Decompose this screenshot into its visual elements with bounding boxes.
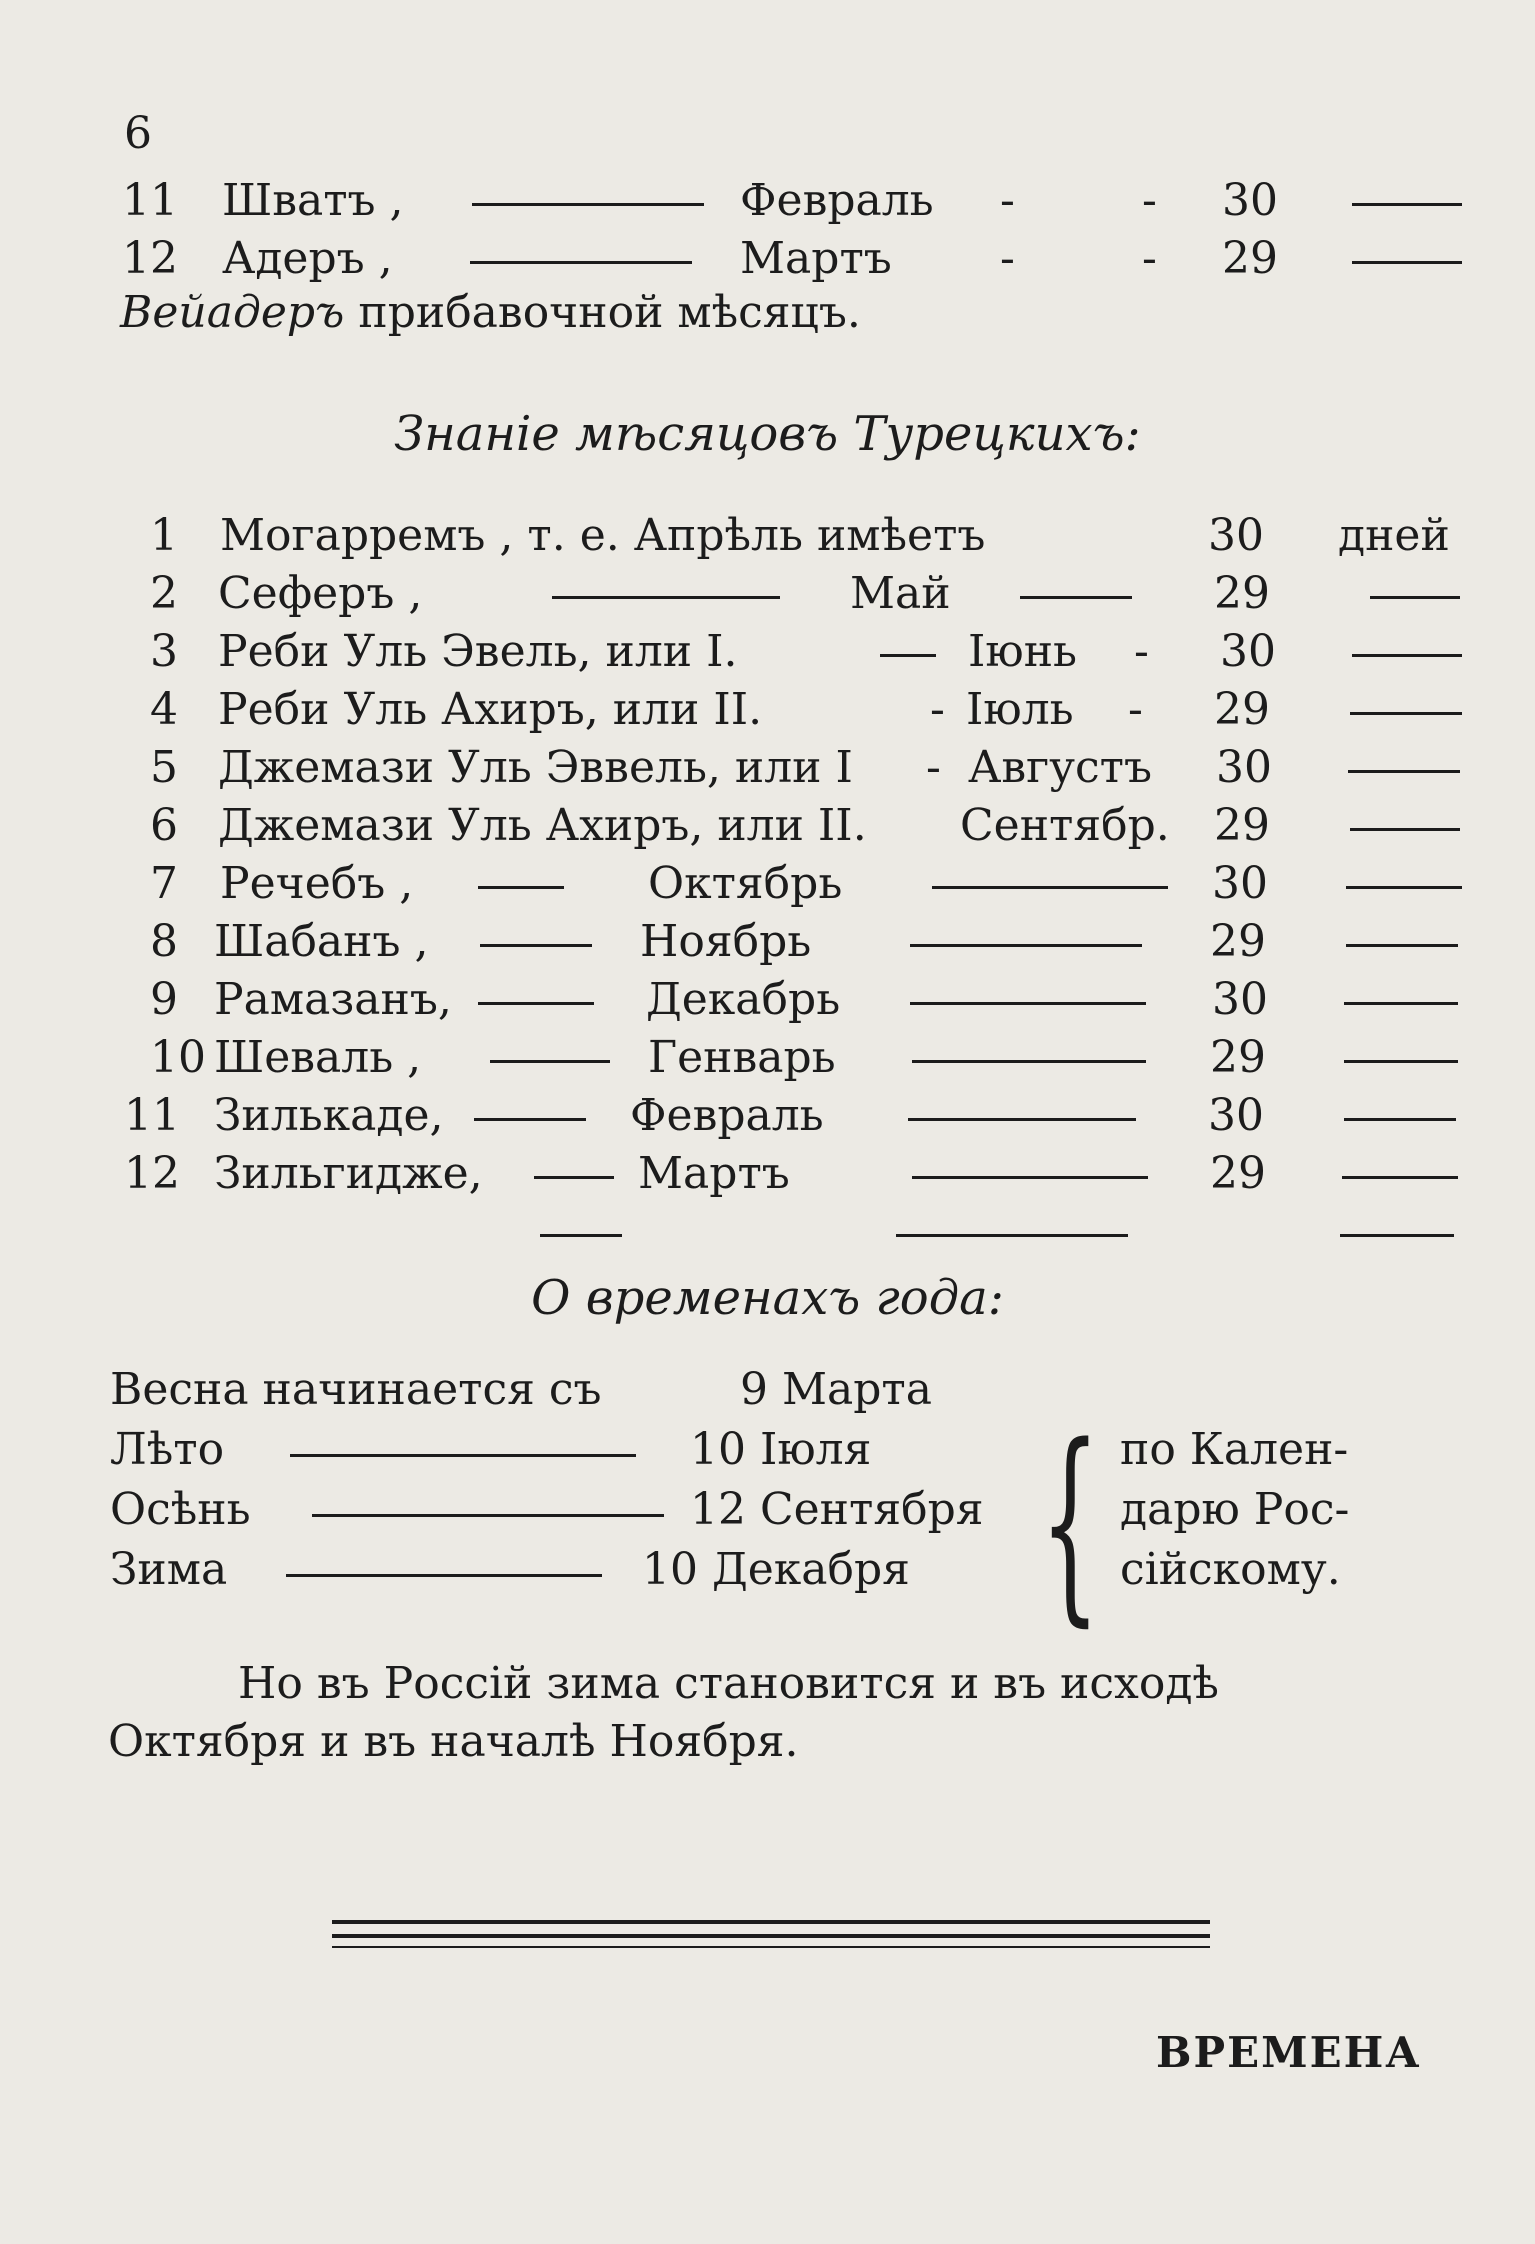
leader-dash — [1352, 654, 1462, 657]
month-name: Шватъ , — [222, 175, 404, 226]
day-count: 30 — [1220, 626, 1276, 677]
month-name: Реби Уль Эвель, или I. — [218, 626, 738, 677]
leader-dash — [286, 1574, 602, 1577]
month-name: Шабанъ , — [214, 916, 429, 967]
season-name: Лѣто — [110, 1424, 225, 1475]
leader-dash — [910, 1002, 1146, 1005]
leader-dash — [912, 1176, 1148, 1179]
leader-dash — [540, 1234, 622, 1237]
leader-dash — [932, 886, 1168, 889]
day-count: 30 — [1216, 742, 1272, 793]
leader-dash — [1350, 828, 1460, 831]
turkish-month-row — [0, 738, 1535, 798]
season-date: 12 Сентября — [690, 1484, 984, 1535]
month-equivalent: Августъ — [968, 742, 1153, 793]
day-count: 30 — [1208, 1090, 1264, 1141]
leader-dash — [480, 944, 592, 947]
turkish-month-row — [0, 680, 1535, 740]
leader-dash — [490, 1060, 610, 1063]
month-name: Могарремъ , т. е. Апрѣль имѣетъ — [220, 510, 986, 561]
month-number: 10 — [150, 1032, 206, 1083]
month-number: 11 — [124, 1090, 180, 1141]
leader-dash — [312, 1514, 664, 1517]
leader-dash — [472, 203, 704, 206]
leader-dash — [534, 1176, 614, 1179]
turkish-month-row — [0, 912, 1535, 972]
day-count: 29 — [1222, 233, 1278, 284]
month-number: 12 — [124, 1148, 180, 1199]
month-equivalent: Февраль — [740, 175, 934, 226]
leader-dash — [1344, 1002, 1458, 1005]
day-unit: дней — [1338, 510, 1450, 561]
divider-rule — [332, 1934, 1210, 1938]
month-name: Джемази Уль Ахиръ, или II. — [218, 800, 867, 851]
leader-dash — [478, 886, 564, 889]
month-equivalent: Мартъ — [740, 233, 892, 284]
leader-dash — [478, 1002, 594, 1005]
season-name: Зима — [110, 1544, 228, 1595]
leader-dash — [470, 261, 692, 264]
day-count: 30 — [1212, 858, 1268, 909]
month-name: Джемази Уль Эввель, или I — [218, 742, 853, 793]
divider-rule — [332, 1920, 1210, 1924]
turkish-month-row — [0, 1086, 1535, 1146]
leader-dash — [1370, 596, 1460, 599]
day-count: 29 — [1214, 568, 1270, 619]
turkish-month-row — [0, 1202, 1535, 1262]
leader-dash — [1344, 1118, 1456, 1121]
seasons-heading: О временахъ года: — [531, 1270, 1004, 1326]
extra-month-name: Вейадеръ — [120, 287, 345, 338]
leader-dot: - — [1134, 626, 1149, 677]
leader-dot: - — [926, 742, 941, 793]
season-date: 9 Марта — [740, 1364, 933, 1415]
season-date: 10 Іюля — [690, 1424, 872, 1475]
day-count: 29 — [1214, 684, 1270, 735]
day-count: 29 — [1210, 916, 1266, 967]
leader-dash — [1352, 261, 1462, 264]
leader-dash — [1346, 944, 1458, 947]
month-number: 6 — [150, 800, 178, 851]
turkish-month-row — [0, 564, 1535, 624]
leader-dot: - — [1000, 233, 1015, 284]
month-equivalent: Сентябр. — [960, 800, 1170, 851]
month-number: 3 — [150, 626, 178, 677]
leader-dash — [1342, 1176, 1458, 1179]
month-number: 9 — [150, 974, 178, 1025]
leader-dash — [1350, 712, 1462, 715]
leader-dash — [896, 1234, 1128, 1237]
day-count: 30 — [1208, 510, 1264, 561]
month-equivalent: Генварь — [648, 1032, 836, 1083]
month-equivalent: Декабрь — [646, 974, 841, 1025]
turkish-month-row — [0, 796, 1535, 856]
leader-dash — [474, 1118, 586, 1121]
season-name: Осѣнь — [110, 1484, 251, 1535]
month-equivalent: Мартъ — [638, 1148, 790, 1199]
leader-dot: - — [1142, 233, 1157, 284]
leader-dash — [1020, 596, 1132, 599]
leader-dash — [908, 1118, 1136, 1121]
month-number: 8 — [150, 916, 178, 967]
leader-dash — [912, 1060, 1146, 1063]
leader-dash — [1346, 886, 1462, 889]
calendar-note-line: сійскому. — [1120, 1544, 1341, 1595]
calendar-note-line: дарю Рос- — [1120, 1484, 1350, 1535]
leader-dot: - — [1000, 175, 1015, 226]
month-name: Речебъ , — [220, 858, 414, 909]
turkish-month-row — [0, 622, 1535, 682]
extra-month-line — [120, 283, 861, 343]
leader-dash — [1348, 770, 1460, 773]
month-number: 2 — [150, 568, 178, 619]
winter-note-line: Но въ Россій зима становится и въ исходѣ — [238, 1658, 1219, 1709]
month-name: Адеръ , — [222, 233, 393, 284]
month-number: 1 — [150, 510, 178, 561]
hebrew-month-row — [0, 171, 1535, 231]
season-name: Весна начинается съ — [110, 1364, 602, 1415]
month-equivalent: Октябрь — [648, 858, 843, 909]
month-number: 7 — [150, 858, 178, 909]
month-name: Реби Уль Ахиръ, или II. — [218, 684, 763, 735]
divider-rule — [332, 1946, 1210, 1948]
winter-note-line: Октября и въ началѣ Ноября. — [108, 1716, 799, 1767]
leader-dot: - — [930, 684, 945, 735]
leader-dash — [880, 654, 936, 657]
day-count: 30 — [1222, 175, 1278, 226]
month-name: Сеферъ , — [218, 568, 423, 619]
leader-dot: - — [1128, 684, 1143, 735]
month-equivalent: Іюль — [966, 684, 1074, 735]
day-count: 29 — [1210, 1148, 1266, 1199]
turkish-month-row — [0, 970, 1535, 1030]
leader-dash — [910, 944, 1142, 947]
day-count: 29 — [1210, 1032, 1266, 1083]
month-equivalent: Май — [850, 568, 951, 619]
hebrew-month-row — [0, 229, 1535, 289]
month-name: Зилькаде, — [214, 1090, 444, 1141]
curly-brace: { — [1040, 1400, 1101, 1645]
day-count: 30 — [1212, 974, 1268, 1025]
turkish-month-row — [0, 1028, 1535, 1088]
leader-dash — [1344, 1060, 1458, 1063]
leader-dash — [1340, 1234, 1454, 1237]
season-date: 10 Декабря — [642, 1544, 910, 1595]
month-equivalent: Февраль — [630, 1090, 824, 1141]
month-number: 5 — [150, 742, 178, 793]
turkish-month-row — [0, 1144, 1535, 1204]
turkish-months-heading: Знаніе мѣсяцовъ Турецкихъ: — [394, 406, 1141, 462]
day-count: 29 — [1214, 800, 1270, 851]
month-number: 4 — [150, 684, 178, 735]
extra-month-desc: прибавочной мѣсяцъ. — [358, 287, 861, 338]
leader-dot: - — [1142, 175, 1157, 226]
month-equivalent: Іюнь — [968, 626, 1077, 677]
leader-dash — [1352, 203, 1462, 206]
calendar-note-line: по Кален- — [1120, 1424, 1349, 1475]
leader-dash — [290, 1454, 636, 1457]
month-number: 12 — [122, 233, 178, 284]
month-name: Шеваль , — [214, 1032, 422, 1083]
month-number: 11 — [122, 175, 178, 226]
month-name: Зильгидже, — [214, 1148, 483, 1199]
month-name: Рамазанъ, — [214, 974, 452, 1025]
season-row — [0, 1360, 1535, 1420]
month-equivalent: Ноябрь — [640, 916, 812, 967]
turkish-month-row — [0, 506, 1535, 566]
catchword: ВРЕМЕНА — [1156, 2028, 1422, 2077]
turkish-month-row — [0, 854, 1535, 914]
leader-dash — [552, 596, 780, 599]
page-number: 6 — [124, 108, 152, 159]
